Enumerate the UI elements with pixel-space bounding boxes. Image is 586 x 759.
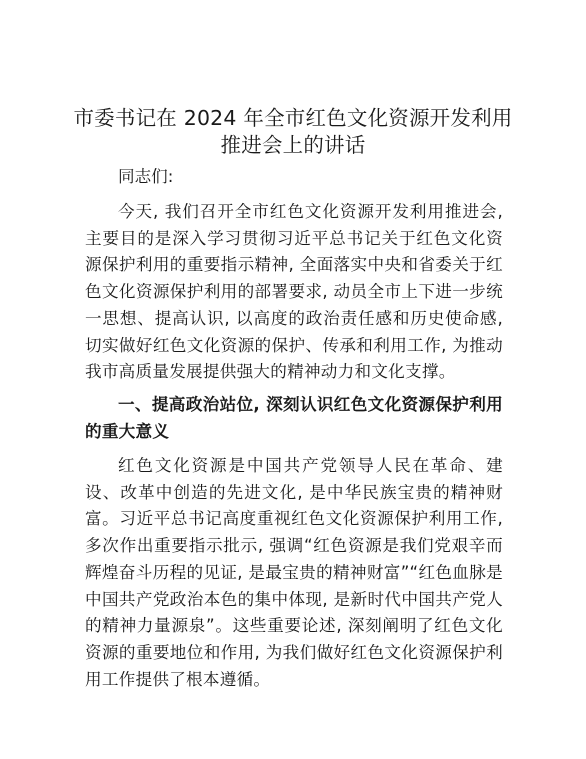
section-heading-1: 一、提高政治站位, 深刻认识红色文化资源保护利用的重大意义 bbox=[85, 395, 503, 441]
document-title-line-2: 推进会上的讲话 bbox=[220, 133, 366, 157]
paragraph-intro: 今天, 我们召开全市红色文化资源开发利用推进会, 主要目的是深入学习贯彻习近平总书记关于红色文化资源保护利用的重要指示精神, 全面落实中央和省委关于红色文化资源保护利用的部署要求, 动员全市上下进一步统一思想、提高认识, 以高度的政治责任感和历史使命感, 切实做好红色文化资源的保护、传承和利用工作, 为推动我市高质量发展提供强大的精神动力和文化支撑。 bbox=[85, 202, 503, 382]
document-title-line-1: 市委书记在 2024 年全市红色文化资源开发利用 bbox=[73, 106, 513, 130]
salutation: 同志们: bbox=[118, 167, 174, 186]
paragraph-significance: 红色文化资源是中国共产党领导人民在革命、建设、改革中创造的先进文化, 是中华民族宝贵的精神财富。习近平总书记高度重视红色文化资源保护利用工作, 多次作出重要指示批示, 强调“红色资源是我们党艰辛而辉煌奋斗历程的见证, 是最宝贵的精神财富”“红色血脉是中国共产党政治本色的集中体现, 是新时代中国共产党人的精神力量源泉”。这些重要论述, 深刻阐明了红色文化资源的重要地位和作用, 为我们做好红色文化资源保护利用工作提供了根本遵循。 bbox=[85, 456, 503, 689]
